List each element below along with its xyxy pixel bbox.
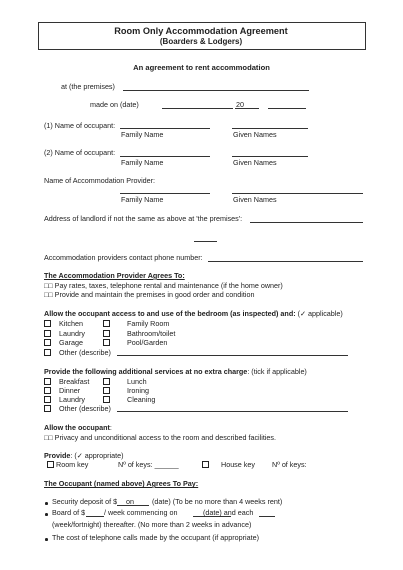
service-laundry-label: Laundry — [59, 395, 85, 404]
lunch-label: Lunch — [127, 377, 147, 386]
dinner-checkbox[interactable] — [44, 387, 51, 394]
access-heading-row — [44, 309, 343, 318]
landlord-address-field[interactable] — [250, 222, 363, 223]
occupant1-given-field[interactable] — [232, 128, 308, 129]
telephone-costs: The cost of telephone calls made by the occupant (if appropriate) — [52, 533, 259, 542]
ironing-checkbox[interactable] — [103, 387, 110, 394]
services-heading-row — [44, 367, 307, 376]
provide-heading: Provide — [44, 451, 71, 460]
services-other-checkbox[interactable] — [44, 405, 51, 412]
provider-name-label: Name of Accommodation Provider: — [44, 176, 156, 185]
document-subtitle: (Boarders & Lodgers) — [159, 37, 243, 46]
board-amount-field[interactable] — [86, 516, 104, 517]
premises-field[interactable] — [123, 90, 309, 91]
allow-heading: Allow the occupant — [44, 423, 110, 432]
phone-field[interactable] — [208, 261, 363, 262]
occupant1-label: (1) Name of occupant: — [44, 121, 116, 130]
occupant2-given-caption: Given Names — [233, 158, 277, 167]
lunch-checkbox[interactable] — [103, 378, 110, 385]
services-other-field[interactable] — [117, 411, 348, 412]
services-note: : (tick if applicable) — [247, 367, 307, 376]
landlord-address-field-2[interactable] — [194, 241, 217, 242]
bathroom-checkbox[interactable] — [103, 330, 110, 337]
services-other-label: Other (describe) — [59, 404, 111, 413]
access-applicable-note: (✓ applicable) — [297, 309, 343, 318]
bullet — [45, 538, 48, 541]
family-room-label: Family Room — [127, 319, 170, 328]
cleaning-checkbox[interactable] — [103, 396, 110, 403]
provider-given-field[interactable] — [232, 193, 363, 194]
made-on-label: made on (date) — [90, 100, 139, 109]
pay-heading: The Occupant (named above) Agrees To Pay: — [44, 479, 199, 488]
bathroom-label: Bathroom/toilet — [127, 329, 176, 338]
security-on: on — [126, 497, 134, 506]
year-suffix-field[interactable] — [268, 108, 306, 109]
laundry-label: Laundry — [59, 329, 85, 338]
service-laundry-checkbox[interactable] — [44, 396, 51, 403]
bullet — [45, 502, 48, 505]
house-key-label: House key — [221, 460, 255, 469]
board-date-each: (date) and each — [203, 508, 254, 517]
occupant2-label: (2) Name of occupant: — [44, 148, 116, 157]
provide-heading-row — [44, 451, 124, 460]
board-commencing: / week commencing on — [104, 508, 178, 517]
occupant1-family-caption: Family Name — [121, 130, 164, 139]
provider-given-caption: Given Names — [233, 195, 277, 204]
services-heading: Provide the following additional services at no extra charge — [44, 367, 248, 376]
security-date-note: (date) (To be no more than 4 weeks rent) — [152, 497, 283, 506]
room-key-label: Room key — [56, 460, 89, 469]
landlord-address-label: Address of landlord if not the same as above at 'the premises': — [44, 214, 243, 223]
provide-note: : (✓ appropriate) — [70, 451, 124, 460]
garage-label: Garage — [59, 338, 83, 347]
board-period-field[interactable] — [259, 516, 275, 517]
garage-checkbox[interactable] — [44, 339, 51, 346]
dinner-label: Dinner — [59, 386, 81, 395]
breakfast-checkbox[interactable] — [44, 378, 51, 385]
pool-garden-checkbox[interactable] — [103, 339, 110, 346]
board-label: Board of $ — [52, 508, 86, 517]
occupant2-family-caption: Family Name — [121, 158, 164, 167]
kitchen-label: Kitchen — [59, 319, 83, 328]
ironing-label: Ironing — [127, 386, 149, 395]
room-key-checkbox[interactable] — [47, 461, 54, 468]
year-prefix: 20 — [236, 100, 244, 109]
premises-label: at (the premises) — [61, 82, 115, 91]
provider-family-caption: Family Name — [121, 195, 164, 204]
access-other-field[interactable] — [117, 355, 348, 356]
year-field[interactable] — [235, 108, 259, 109]
family-room-checkbox[interactable] — [103, 320, 110, 327]
intro-text: An agreement to rent accommodation — [133, 63, 270, 72]
bullet — [45, 513, 48, 516]
allow-colon: : — [109, 423, 112, 432]
allow-heading-row — [44, 423, 112, 432]
access-other-checkbox[interactable] — [44, 349, 51, 356]
occupant2-given-field[interactable] — [232, 156, 308, 157]
breakfast-label: Breakfast — [59, 377, 90, 386]
room-keys-count: Nº of keys: ______ — [118, 460, 179, 469]
house-keys-count: Nº of keys: — [272, 460, 307, 469]
pool-garden-label: Pool/Garden — [127, 338, 168, 347]
allow-item: □□ Privacy and unconditional access to the room and described facilities. — [44, 433, 277, 442]
provider-agrees-item-2: □□ Provide and maintain the premises in good order and condition — [44, 290, 255, 299]
provider-family-field[interactable] — [120, 193, 210, 194]
provider-agrees-item-1: □□ Pay rates, taxes, telephone rental and maintenance (if the home owner) — [44, 281, 283, 290]
occupant1-family-field[interactable] — [120, 128, 210, 129]
document-title: Room Only Accommodation Agreement — [114, 26, 288, 36]
access-heading: Allow the occupant access to and use of the bedroom (as inspected) and: — [44, 309, 296, 318]
kitchen-checkbox[interactable] — [44, 320, 51, 327]
board-period-note: (week/fortnight) thereafter. (No more than 2 weeks in advance) — [52, 520, 252, 529]
cleaning-label: Cleaning — [127, 395, 156, 404]
house-key-checkbox[interactable] — [202, 461, 209, 468]
date-field[interactable] — [162, 108, 233, 109]
access-other-label: Other (describe) — [59, 348, 111, 357]
occupant2-family-field[interactable] — [120, 156, 210, 157]
security-deposit-label: Security deposit of $ — [52, 497, 118, 506]
phone-label: Accommodation providers contact phone number: — [44, 253, 203, 262]
occupant1-given-caption: Given Names — [233, 130, 277, 139]
laundry-checkbox[interactable] — [44, 330, 51, 337]
provider-agrees-heading: The Accommodation Provider Agrees To: — [44, 271, 185, 280]
